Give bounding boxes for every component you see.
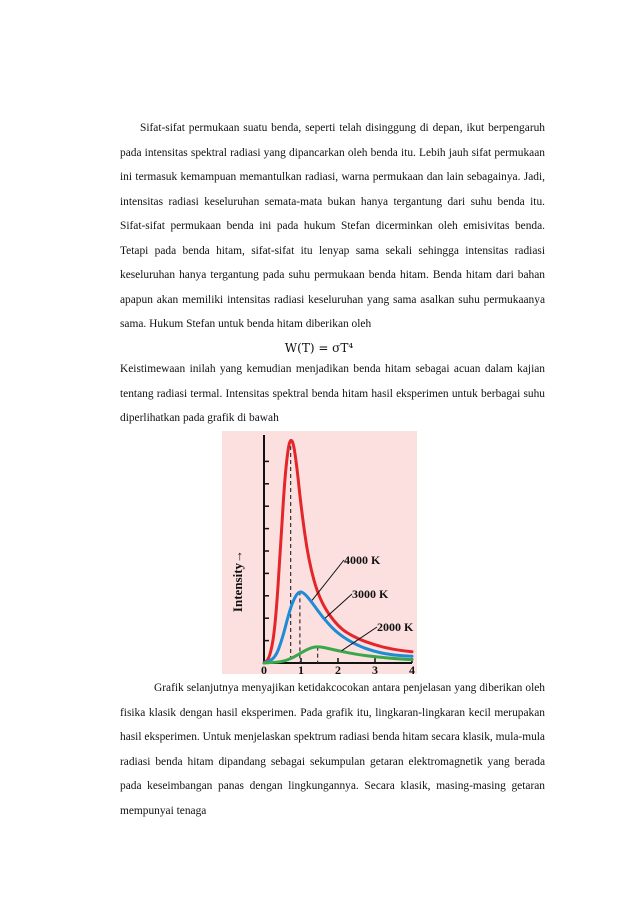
x-tick-label: 0 bbox=[261, 663, 267, 674]
x-tick-label: 3 bbox=[372, 663, 378, 674]
chart-svg bbox=[222, 431, 417, 674]
y-axis-label: Intensity→ bbox=[230, 549, 245, 613]
x-tick-label: 1 bbox=[298, 663, 304, 674]
series-label: 2000 K bbox=[377, 620, 414, 634]
series-label: 3000 K bbox=[352, 587, 389, 601]
blackbody-spectrum-chart bbox=[222, 431, 417, 674]
x-tick-label: 2 bbox=[335, 663, 341, 674]
chart-background bbox=[222, 431, 417, 674]
x-tick-label: 4 bbox=[409, 663, 415, 674]
stefan-equation: W(T) = σT⁴ bbox=[284, 341, 354, 355]
paragraph-3 bbox=[120, 676, 545, 823]
paragraph-2: Keistimewaan inilah yang kemudian menjadikan benda hitam sebagai acuan dalam kajian tentang radiasi termal. Intensitas spektral benda hitam hasil eksperimen untuk berbagai suhu diperlihatkan pada grafik di bawah bbox=[120, 363, 545, 424]
paragraph-3-text: Grafik selanjutnya menyajikan ketidakcocokan antara penjelasan yang diberikan oleh fisika klasik dengan hasil eksperimen. Pada grafik itu, lingkaran-lingkaran kecil merupakan hasil eksperimen. Untuk menjelaskan spektrum radiasi benda hitam secara klasik, mula-mula radiasi benda hitam dipandang sebagai sekumpulan getaran elektromagnetik yang berada pada keseimbangan panas dengan lingkungannya. Secara klasik, masing-masing getaran mempunyai tenaga bbox=[120, 682, 545, 817]
series-label: 4000 K bbox=[344, 553, 381, 567]
paragraph-1-text: Sifat-sifat permukaan suatu benda, seperti telah disinggung di depan, ikut berpengaruh pada intensitas spektral radiasi yang dipancarkan oleh benda itu. Lebih jauh sifat permukaan ini termasuk kemampuan memantulkan radiasi, warna permukaan dan lain sebagainya. Jadi, intensitas radiasi keseluruhan semata-mata bukan hanya tergantung dari suhu benda itu. Sifat-sifat permukaan benda ini pada hukum Stefan dicerminkan oleh emisivitas benda. Tetapi pada benda hitam, sifat-sifat itu lenyap sama sekali sehingga intensitas radiasi keseluruhan hanya tergantung pada suhu permukaan benda hitam. Benda hitam dari bahan apapun akan memiliki intensitas radiasi keseluruhan yang sama asalkan suhu permukaanya sama. Hukum Stefan untuk benda hitam diberikan oleh bbox=[120, 122, 545, 330]
paragraph-1 bbox=[120, 116, 545, 337]
